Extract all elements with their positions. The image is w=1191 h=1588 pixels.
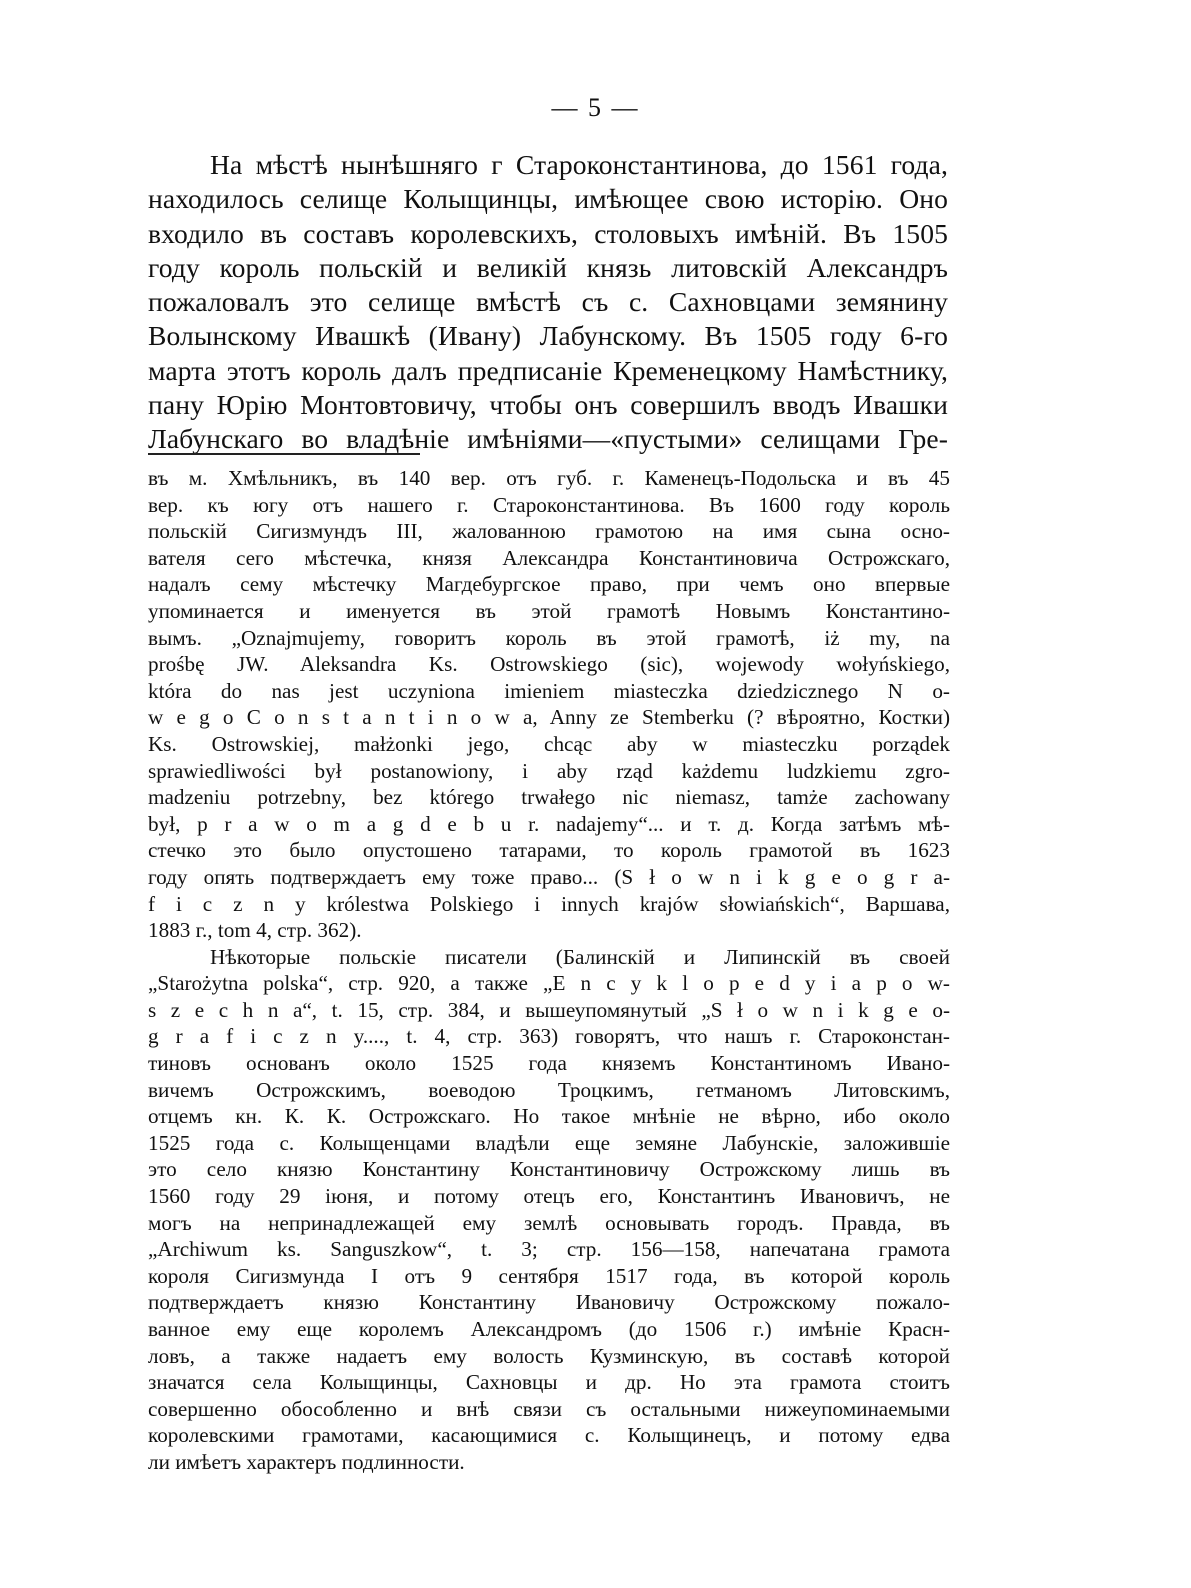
- footnote-rule: [148, 453, 420, 455]
- text-line: пожаловалъ это селище вмѣстѣ съ с. Сахновцами земянину: [148, 286, 948, 318]
- footnote-line: королевскими грамотами, касающимися с. Колыщинецъ, и потому едва: [148, 1423, 950, 1448]
- footnote: [148, 465, 950, 1476]
- footnote-line: prośbę JW. Aleksandra Ks. Ostrowskiego (sic), wojewody wołyńskiego,: [148, 652, 950, 677]
- footnote-line: упоминается и именуется въ этой грамотѣ Новымъ Константино-: [148, 598, 950, 623]
- footnote-line: вичемъ Острожскимъ, воеводою Троцкимъ, гетманомъ Литовскимъ,: [148, 1077, 950, 1102]
- footnote-line: 1560 году 29 іюня, и потому отецъ его, Константинъ Ивановичъ, не: [148, 1184, 950, 1209]
- footnote-line: Ks. Ostrowskiej, małżonki jego, chcąc aby w miasteczku porządek: [148, 731, 950, 756]
- footnote-line: вателя сего мѣстечка, князя Александра Константиновича Острожскаго,: [148, 545, 950, 570]
- footnote-line: подтверждаетъ князю Константину Ивановичу Острожскому пожало-: [148, 1290, 950, 1315]
- footnote-line: f i c z n y królestwa Polskiego i innych krajów słowiańskich“, Варшава,: [148, 891, 950, 916]
- footnote-line: był, p r a w o m a g d e b u r. nadajemy“... и т. д. Когда затѣмъ мѣ-: [148, 811, 950, 836]
- footnote-line: madzeniu potrzebny, bez którego trwałego nic niemasz, tamże zachowany: [148, 785, 950, 810]
- footnote-line: могъ на непринадлежащей ему землѣ основывать городъ. Правда, въ: [148, 1210, 950, 1235]
- footnote-line: która do nas jest uczyniona imieniem miasteczka dziedzicznego N o-: [148, 678, 950, 703]
- text-line: Лабунскаго во владѣніе имѣніями—«пустыми» селищами Гре-: [148, 423, 948, 455]
- text-line: году король польскій и великій князь литовскій Александръ: [148, 251, 948, 283]
- footnote-line: отцемъ кн. К. К. Острожскаго. Но такое мнѣніе не вѣрно, ибо около: [148, 1104, 950, 1129]
- page-number: — 5 —: [551, 93, 640, 122]
- main-text: [148, 148, 948, 457]
- footnote-line: въ м. Хмѣльникъ, въ 140 вер. отъ губ. г. Каменецъ-Подольска и въ 45: [148, 466, 950, 490]
- footnote-line: это село князю Константину Константиновичу Острожскому лишь въ: [148, 1157, 950, 1182]
- footnote-line: sprawiedliwości był postanowiony, i aby rząd każdemu ludzkiemu zgro-: [148, 758, 950, 783]
- text-line: На мѣстѣ нынѣшняго г Староконстантинова, до 1561 года,: [210, 149, 948, 180]
- footnote-line: ловъ, а также надаетъ ему волость Кузминскую, въ составѣ которой: [148, 1343, 950, 1368]
- footnote-line: g r a f i c z n y...., t. 4, стр. 363) говорятъ, что нашъ г. Староконстан-: [148, 1024, 950, 1049]
- footnote-line: ли имѣетъ характеръ подлинности.: [148, 1449, 465, 1474]
- footnote-line: надалъ сему мѣстечку Магдебургское право, при чемъ оно впервые: [148, 572, 950, 597]
- footnote-line: стечко это было опустошено татарами, то король грамотой въ 1623: [148, 838, 950, 863]
- footnote-line: вымъ. „Oznajmujemy, говоритъ король въ этой грамотѣ, iż my, na: [148, 625, 950, 650]
- footnote-line: w e g o C o n s t a n t i n o w a, Anny ze Stemberku (? вѣроятно, Костки): [148, 705, 950, 730]
- footnote-line: Нѣкоторые польскіе писатели (Балинскій и Липинскій въ своей: [210, 944, 950, 969]
- footnote-line: году опять подтверждаетъ ему тоже право... (S ł o w n i k g e o g r a-: [148, 864, 950, 889]
- footnote-line: короля Сигизмунда I отъ 9 сентября 1517 года, въ которой король: [148, 1263, 950, 1288]
- footnote-line: вер. къ югу отъ нашего г. Староконстантинова. Въ 1600 году король: [148, 492, 950, 517]
- footnote-line: польскій Сигизмундъ III, жалованною грамотою на имя сына осно-: [148, 519, 950, 544]
- text-line: пану Юрію Монтовтовичу, чтобы онъ совершилъ вводъ Ивашки: [148, 389, 948, 421]
- footnote-line: „Starożytna polska“, стр. 920, а также „E n c y k l o p e d y i a p o w-: [148, 971, 950, 996]
- text-line: находилось селище Колыщинцы, имѣющее свою исторію. Оно: [148, 183, 948, 215]
- footnote-line: тиновъ основанъ около 1525 года княземъ Константиномъ Ивано-: [148, 1051, 950, 1076]
- text-line: входило въ составъ королевскихъ, столовыхъ имѣній. Въ 1505: [148, 217, 948, 249]
- footnote-line: 1525 года с. Колыщенцами владѣли еще земяне Лабунскіе, заложившіе: [148, 1130, 950, 1155]
- footnote-line: s z e c h n a“, t. 15, стр. 384, и вышеупомянутый „S ł o w n i k g e o-: [148, 997, 950, 1022]
- text-line: Волынскому Ивашкѣ (Ивану) Лабунскому. Въ 1505 году 6-го: [148, 320, 948, 352]
- footnote-line: совершенно обособленно и внѣ связи съ остальными нижеупоминаемыми: [148, 1396, 950, 1421]
- footnote-line: 1883 г., tom 4, стр. 362).: [148, 918, 362, 943]
- footnote-line: значатся села Колыщинцы, Сахновцы и др. Но эта грамота стоитъ: [148, 1370, 950, 1395]
- footnote-line: „Archiwum ks. Sanguszkow“, t. 3; стр. 156—158, напечатана грамота: [148, 1237, 950, 1262]
- footnote-line: ванное ему еще королемъ Александромъ (до 1506 г.) имѣніе Красн-: [148, 1317, 950, 1341]
- text-line: марта этотъ король далъ предписаніе Кременецкому Намѣстнику,: [148, 354, 948, 386]
